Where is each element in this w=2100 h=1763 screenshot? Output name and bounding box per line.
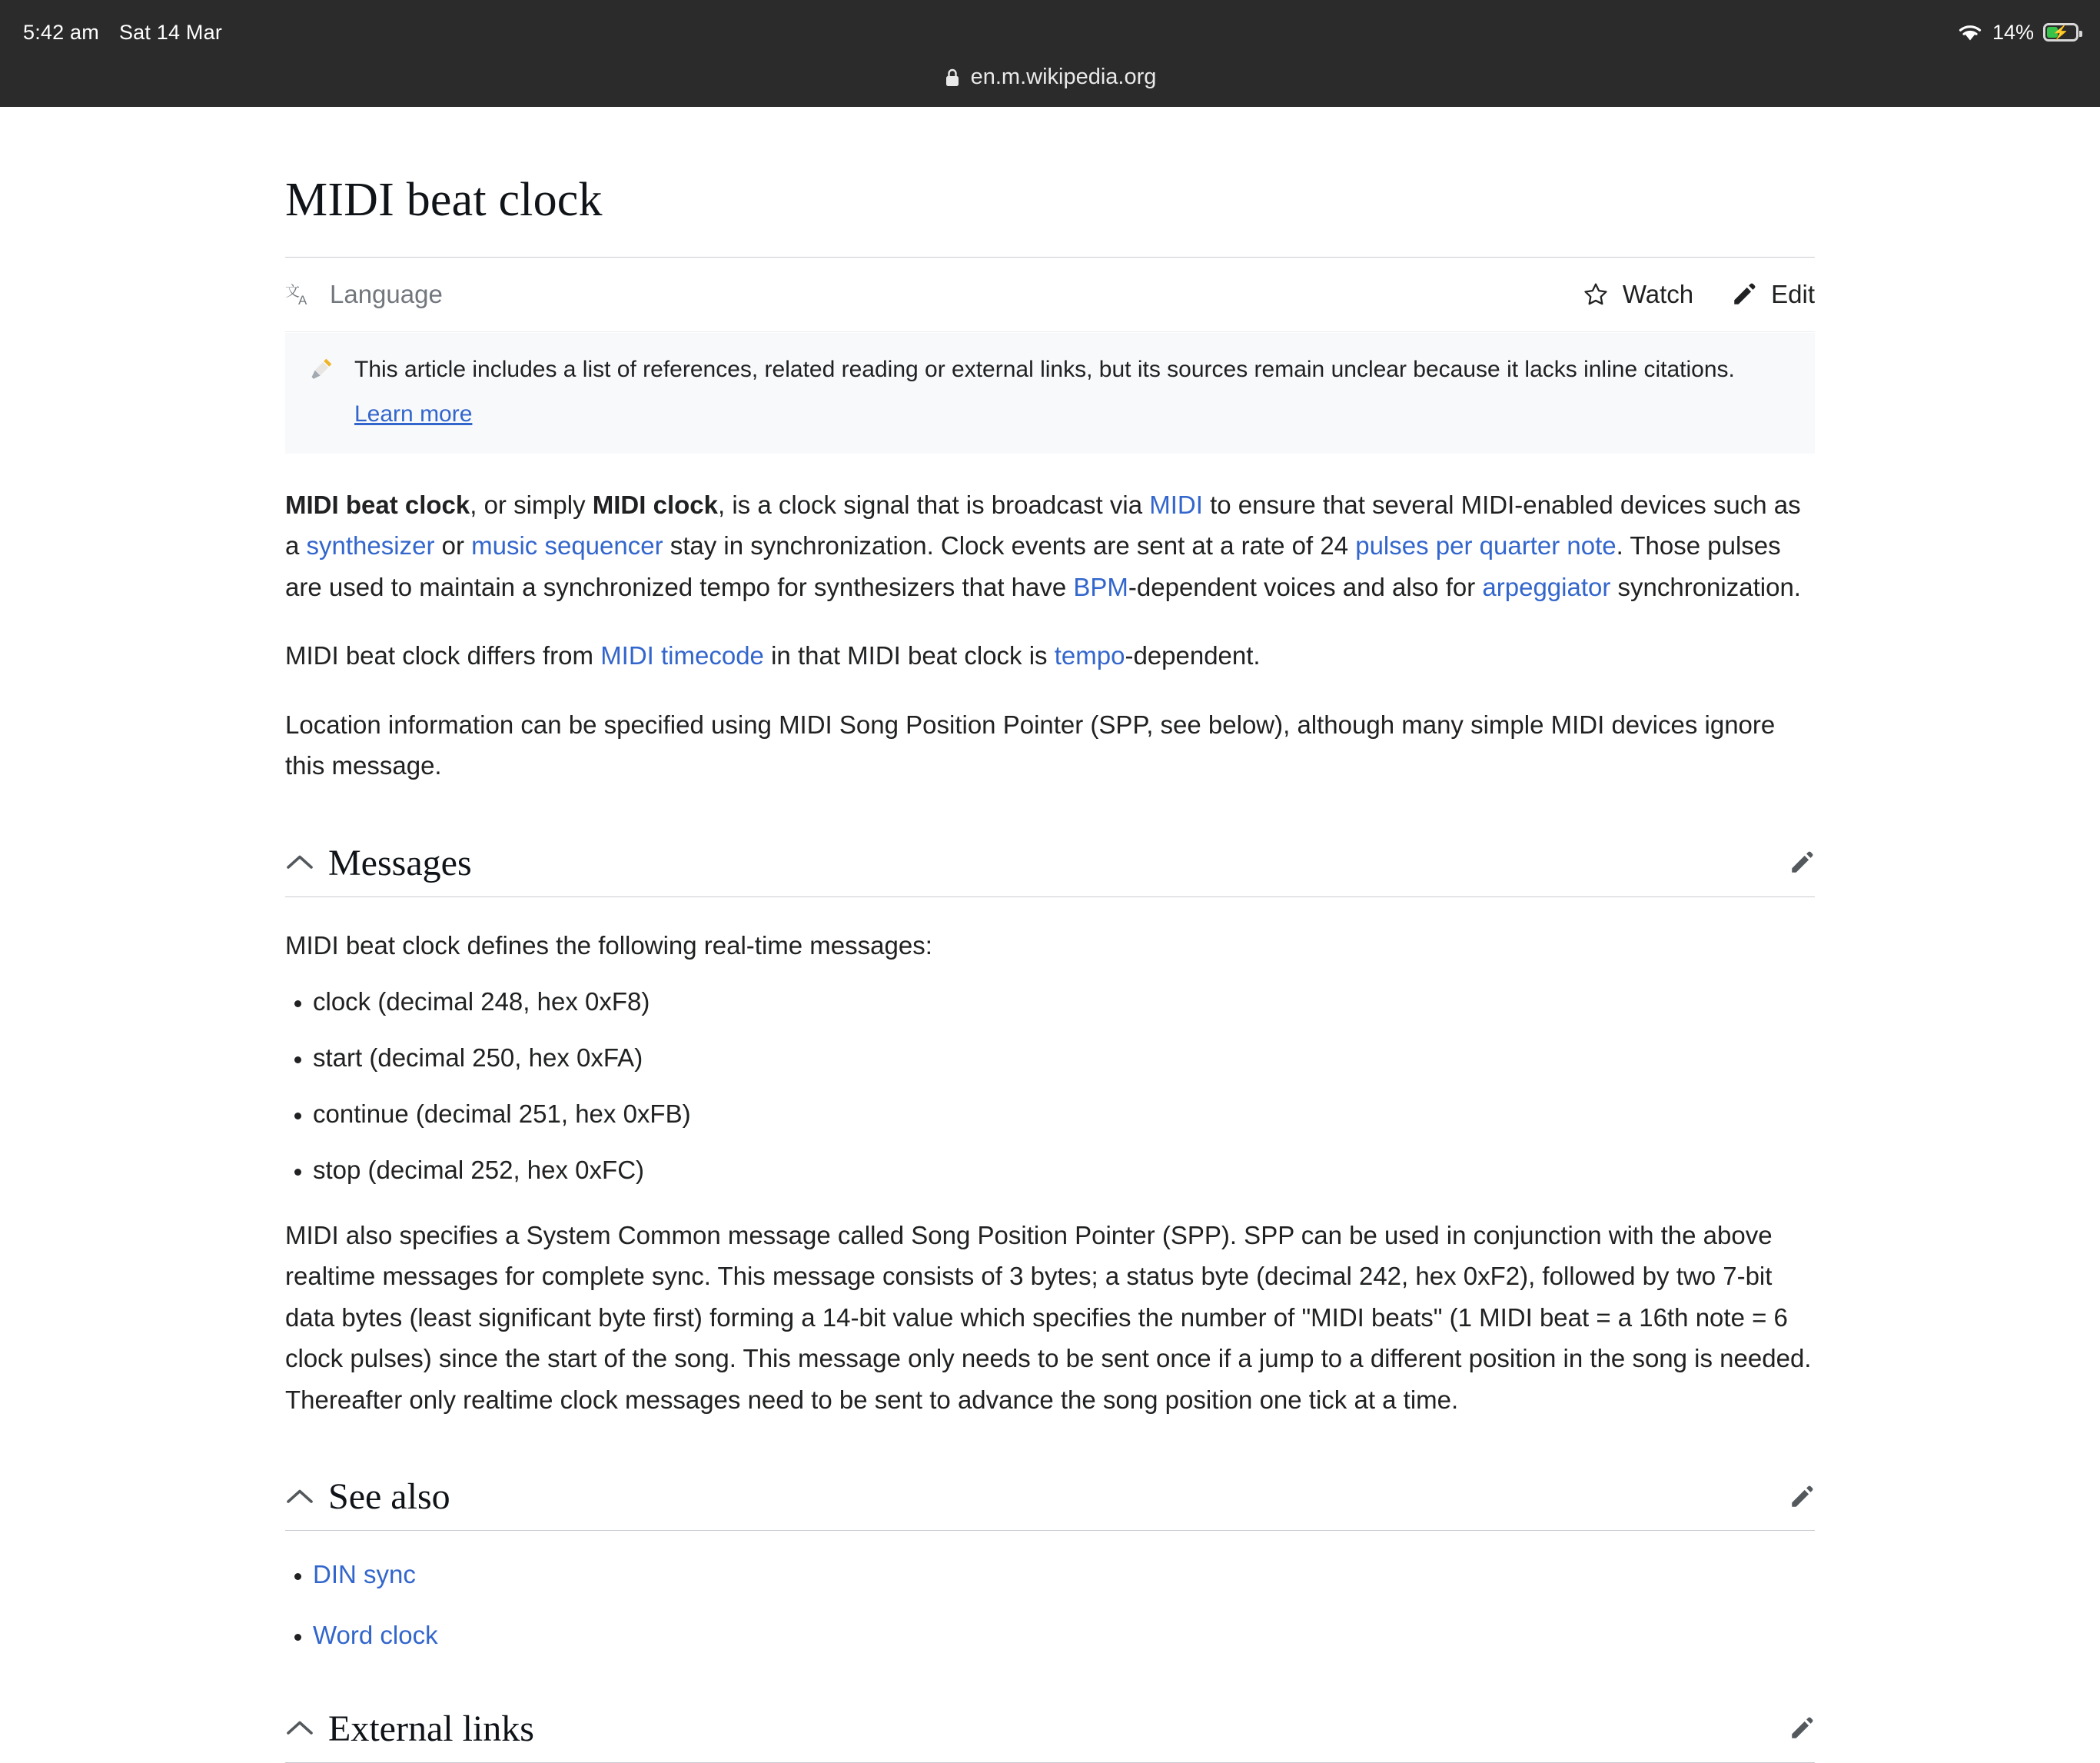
lead-paragraph-2 [285, 635, 1815, 676]
lead2-text-2: in that MIDI beat clock is [763, 641, 1055, 670]
lead-bold-2: MIDI clock [592, 491, 718, 519]
chevron-up-icon[interactable] [285, 1719, 314, 1738]
messages-list [285, 986, 1815, 1187]
link-synthesizer[interactable]: synthesizer [306, 531, 435, 561]
section-header-see-also[interactable] [285, 1475, 1815, 1531]
article-issue-box [285, 333, 1815, 454]
browser-url-bar[interactable] [0, 65, 2100, 107]
pencil-icon [1730, 281, 1758, 308]
svg-text:A: A [298, 293, 307, 308]
language-label: Language [330, 280, 443, 308]
url-text: en.m.wikipedia.org [970, 65, 1157, 89]
lead2-text-1: MIDI beat clock differs from [285, 641, 601, 670]
section-header-messages[interactable] [285, 842, 1815, 897]
language-button[interactable] [285, 280, 443, 309]
section-edit-pencil-icon[interactable] [1789, 1715, 1815, 1741]
lead-bold-1: MIDI beat clock [285, 491, 470, 519]
battery-percent-label: 14% [1992, 20, 2034, 44]
messages-intro: MIDI beat clock defines the following real-time messages: [285, 930, 932, 960]
edit-label: Edit [1771, 280, 1815, 308]
link-arpeggiator[interactable]: arpeggiator [1482, 572, 1611, 601]
page-title: MIDI beat clock [285, 174, 603, 226]
status-time: 5:42 am [23, 20, 99, 44]
link-midi-timecode[interactable]: MIDI timecode [600, 641, 764, 670]
learn-more-link[interactable]: Learn more [354, 401, 473, 427]
wifi-icon [1957, 22, 1983, 42]
list-item [313, 1558, 1815, 1592]
lead2-text-3: -dependent. [1125, 641, 1261, 670]
link-word-clock[interactable]: Word clock [313, 1620, 438, 1649]
chevron-up-icon[interactable] [285, 1488, 314, 1506]
star-icon [1582, 281, 1610, 308]
see-also-list [285, 1558, 1815, 1652]
link-midi[interactable]: MIDI [1149, 491, 1203, 519]
section-header-external-links[interactable] [285, 1708, 1815, 1763]
section-edit-pencil-icon[interactable] [1789, 1484, 1815, 1510]
list-item: • stop (decimal 252, hex 0xFC) [313, 1154, 1815, 1187]
link-music-sequencer[interactable]: music sequencer [471, 531, 663, 561]
chevron-up-icon[interactable] [285, 853, 314, 872]
language-icon [285, 281, 313, 308]
link-din-sync[interactable]: DIN sync [313, 1560, 416, 1588]
watch-button[interactable] [1582, 280, 1693, 309]
list-item: • clock (decimal 248, hex 0xF8) [313, 986, 1815, 1019]
status-date: Sat 14 Mar [118, 20, 223, 44]
lead-text-2: , is a clock signal that is broadcast via [717, 491, 1150, 519]
link-pulses-per-quarter-note[interactable]: pulses per quarter note [1355, 531, 1617, 561]
lead-paragraph-1 [285, 484, 1815, 607]
lead-paragraph-3: Location information can be specified using MIDI Song Position Pointer (SPP, see below), although many simple MIDI devices ignore this message. [285, 710, 1776, 780]
watch-label: Watch [1622, 280, 1694, 308]
lead-text-6: . Those pulses are used to maintain a synchronized tempo for synthesizers that have [285, 531, 1781, 601]
edit-button[interactable] [1730, 280, 1815, 309]
section-edit-pencil-icon[interactable] [1789, 850, 1815, 876]
messages-outro: MIDI also specifies a System Common message called Song Position Pointer (SPP). SPP can be used in conjunction with the above realtime messages for complete sync. This message consists of 3 bytes; a status byte (decimal 242, hex 0xF2), followed by two 7-bit data bytes (least significant byte first) forming a 14-bit value which specifies the number of "MIDI beats" (1 MIDI beat = a 16th note = 6 clock pulses) since the start of the song. This message only needs to be sent once if a jump to a different position in the song is needed. Thereafter only realtime clock messages need to be sent to advance the song position one tick at a time. [285, 1220, 1812, 1414]
lead-text-7: -dependent voices and also for [1128, 572, 1483, 601]
svg-text:文: 文 [285, 284, 301, 300]
lead-text-3: to ensure that several MIDI-enabled devices such as a [285, 491, 1801, 561]
broom-icon [308, 353, 334, 382]
lead-text-5: stay in synchronization. Clock events are sent at a rate of 24 [663, 531, 1356, 561]
article-page [0, 173, 2100, 1749]
lead-text-8: synchronization. [1610, 572, 1801, 601]
status-bar [0, 0, 2100, 65]
section-title-see-also: See also [328, 1476, 450, 1517]
status-bar-right [1957, 0, 2078, 65]
section-title-external-links: External links [328, 1708, 534, 1749]
link-tempo[interactable]: tempo [1054, 641, 1125, 670]
list-item [313, 1619, 1815, 1652]
lead-text-4: or [434, 531, 472, 561]
section-title-messages: Messages [328, 842, 472, 883]
lead-text-1: , or simply [470, 491, 593, 519]
page-tools-bar [285, 258, 1815, 332]
link-bpm[interactable]: BPM [1073, 572, 1128, 601]
lock-icon [944, 68, 961, 88]
status-bar-left [23, 21, 222, 45]
issue-text: This article includes a list of references, related reading or external links, but its sources remain unclear because it lacks inline citations. [354, 357, 1735, 382]
list-item: • start (decimal 250, hex 0xFA) [313, 1042, 1815, 1075]
list-item: • continue (decimal 251, hex 0xFB) [313, 1098, 1815, 1131]
battery-charging-icon: ⚡ [2043, 23, 2078, 42]
